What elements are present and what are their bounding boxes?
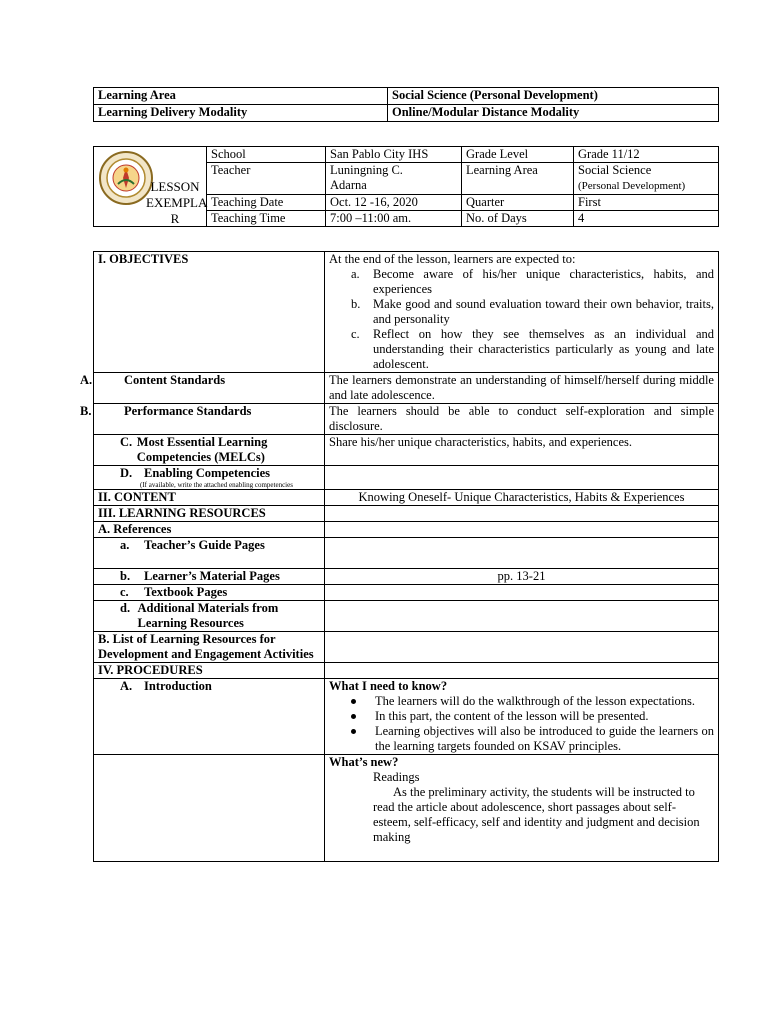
- textbook-label: [94, 585, 325, 601]
- need-item-text: Learning objectives will also be introduced to guide the learners on the learning targets founded on KSAV principles.: [375, 724, 714, 753]
- objective-mark: c.: [351, 327, 360, 341]
- resources-label: III. LEARNING RESOURCES: [94, 506, 325, 522]
- learning-area-value: Social Science (Personal Development): [388, 88, 719, 105]
- days-value: 4: [574, 211, 719, 227]
- exempla-label: EXEMPLA: [146, 195, 208, 210]
- content-value: Knowing Oneself- Unique Characteristics, Habits & Experiences: [325, 490, 719, 506]
- quarter-label: Quarter: [462, 195, 574, 211]
- objective-item: [351, 327, 714, 372]
- teacher-name-line1: Luningning C.: [330, 163, 403, 177]
- melc-text: Most Essential Learning Competencies (MELCs): [136, 435, 268, 464]
- lesson-header-table: [93, 146, 719, 227]
- time-label: Teaching Time: [207, 211, 326, 227]
- teachers-guide-mark: a.: [120, 538, 130, 552]
- objective-text: Become aware of his/her unique characteristics, habits, and experiences: [373, 267, 714, 296]
- days-label: No. of Days: [462, 211, 574, 227]
- objective-mark: a.: [351, 267, 360, 281]
- learners-material-label: [94, 569, 325, 585]
- teacher-name-line2: Adarna: [330, 178, 367, 192]
- performance-standards-label: [80, 404, 325, 435]
- bullet-icon: [351, 729, 356, 734]
- additional-materials-value: [325, 601, 719, 632]
- textbook-value: [325, 585, 719, 601]
- additional-materials-label: [94, 601, 325, 632]
- modality-label: Learning Delivery Modality: [94, 105, 388, 122]
- enabling-mark: D.: [120, 466, 133, 480]
- area-value-line1: Social Science: [578, 163, 652, 177]
- melc-value: Share his/her unique characteristics, habits, and experiences.: [325, 435, 719, 466]
- introduction-label: [94, 679, 325, 755]
- objective-text: Reflect on how they see themselves as an individual and understanding their characteristics particularly as young and late adolescent.: [373, 327, 714, 371]
- objective-mark: b.: [351, 297, 361, 311]
- introduction-mark: A.: [120, 679, 133, 693]
- objectives-label: I. OBJECTIVES: [94, 252, 325, 373]
- additional-materials-text: Additional Materials from Learning Resources: [137, 601, 279, 630]
- references-value: [325, 522, 719, 538]
- list-resources-value: [325, 632, 719, 663]
- area-label: Learning Area: [462, 163, 574, 195]
- teachers-guide-label: [94, 538, 325, 569]
- textbook-text: Textbook Pages: [144, 585, 228, 599]
- procedures-label: IV. PROCEDURES: [94, 663, 325, 679]
- list-item: [345, 724, 714, 754]
- modality-value: Online/Modular Distance Modality: [388, 105, 719, 122]
- learners-material-value: pp. 13-21: [325, 569, 719, 585]
- objectives-list: [329, 267, 714, 372]
- learners-material-mark: b.: [120, 569, 131, 583]
- area-value: [574, 163, 719, 195]
- r-label: R: [170, 211, 180, 226]
- objectives-intro: At the end of the lesson, learners are expected to:: [329, 252, 576, 266]
- content-standards-mark: A.: [80, 373, 93, 387]
- learning-area-label: Learning Area: [94, 88, 388, 105]
- school-label: School: [207, 147, 326, 163]
- objectives-cell: [325, 252, 719, 373]
- teachers-guide-value: [325, 538, 719, 569]
- bullet-icon: [351, 699, 356, 704]
- grade-label: Grade Level: [462, 147, 574, 163]
- logo-cell: [94, 147, 207, 227]
- teacher-label: Teacher: [207, 163, 326, 195]
- learners-material-text: Learner’s Material Pages: [144, 569, 280, 583]
- content-standards-text: Content Standards: [124, 373, 226, 387]
- teacher-value: [326, 163, 462, 195]
- readings-text: As the preliminary activity, the students will be instructed to read the article about adolescence, short passages about self-esteem, self-efficacy, self and identity and judgment and decision making: [373, 785, 700, 844]
- content-standards-label: [80, 373, 325, 404]
- content-label: II. CONTENT: [94, 490, 325, 506]
- lesson-label: LESSON: [150, 179, 200, 194]
- list-item: [345, 694, 714, 709]
- content-standards-value: The learners demonstrate an understanding of himself/herself during middle and late adolescence.: [325, 373, 719, 404]
- textbook-mark: c.: [120, 585, 129, 599]
- lesson-exemplar-title: [146, 179, 208, 227]
- date-value: Oct. 12 -16, 2020: [326, 195, 462, 211]
- resources-value: [325, 506, 719, 522]
- whats-new-cell: [325, 755, 719, 862]
- need-item-text: In this part, the content of the lesson will be presented.: [375, 709, 649, 723]
- enabling-label: [94, 466, 325, 490]
- introduction-cell: [325, 679, 719, 755]
- enabling-value: [325, 466, 719, 490]
- grade-value: Grade 11/12: [574, 147, 719, 163]
- need-to-know-title: What I need to know?: [329, 679, 448, 693]
- whats-new-left: [94, 755, 325, 862]
- time-value: 7:00 –11:00 am.: [326, 211, 462, 227]
- objective-item: [351, 267, 714, 297]
- list-resources-label: B. List of Learning Resources for Development and Engagement Activities: [94, 632, 325, 663]
- performance-standards-value: The learners should be able to conduct self-exploration and simple disclosure.: [325, 404, 719, 435]
- performance-standards-text: Performance Standards: [124, 404, 252, 418]
- learning-area-table: [93, 87, 719, 122]
- objective-item: [351, 297, 714, 327]
- area-value-line2: (Personal Development): [578, 180, 686, 192]
- quarter-value: First: [574, 195, 719, 211]
- lesson-body-table: [80, 251, 719, 862]
- references-label: A. References: [94, 522, 325, 538]
- need-item-text: The learners will do the walkthrough of the lesson expectations.: [375, 694, 696, 708]
- enabling-note: (If available, write the attached enabling competencies: [140, 481, 293, 489]
- teachers-guide-text: Teacher’s Guide Pages: [144, 538, 265, 552]
- whats-new-title: What’s new?: [329, 755, 399, 769]
- list-item: [345, 709, 714, 724]
- objective-text: Make good and sound evaluation toward their own behavior, traits, and personality: [373, 297, 714, 326]
- introduction-text: Introduction: [144, 679, 212, 693]
- readings-label: Readings: [373, 770, 420, 784]
- school-value: San Pablo City IHS: [326, 147, 462, 163]
- enabling-text: Enabling Competencies: [144, 466, 271, 480]
- melc-label: [94, 435, 325, 466]
- date-label: Teaching Date: [207, 195, 326, 211]
- melc-mark: C.: [120, 435, 133, 449]
- procedures-value: [325, 663, 719, 679]
- need-to-know-list: [329, 694, 714, 754]
- additional-materials-mark: d.: [120, 601, 131, 615]
- performance-standards-mark: B.: [80, 404, 92, 418]
- bullet-icon: [351, 714, 356, 719]
